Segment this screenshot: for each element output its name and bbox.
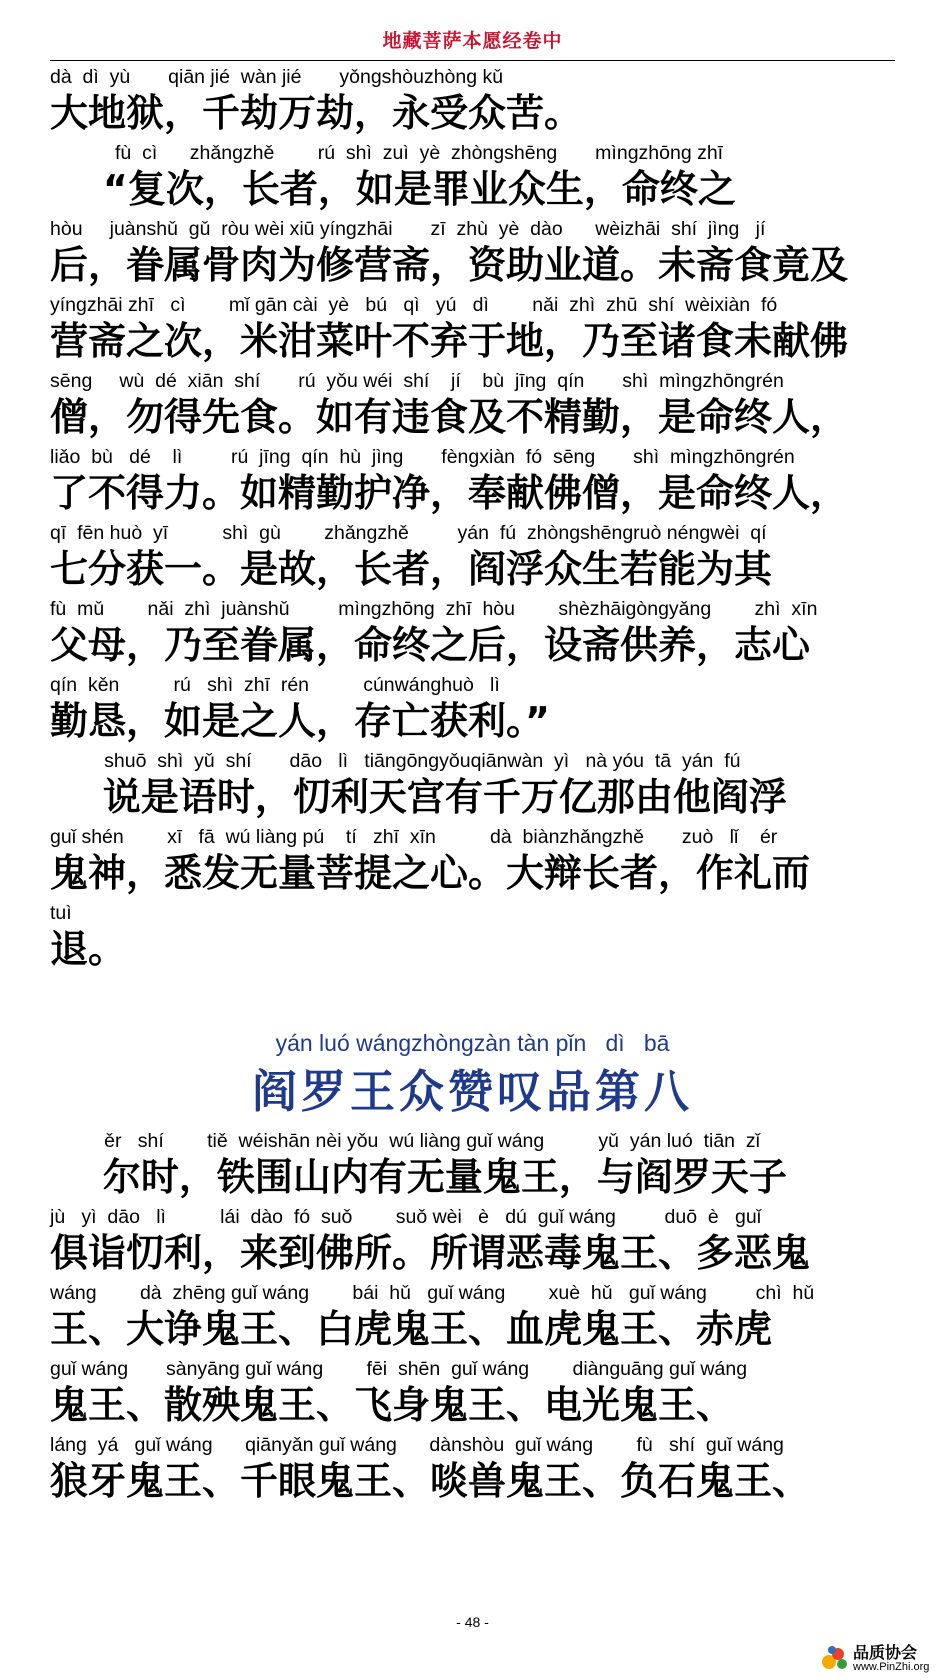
hanzi-text: 鬼神，悉发无量菩提之心。大辩长者，作礼而 [50, 851, 811, 895]
hanzi-text: 父母，乃至眷属，命终之后，设斋供养，志心 [50, 623, 811, 667]
hanzi-text: “复次，长者，如是罪业众生，命终之 [50, 167, 736, 211]
hanzi-text: 王、大诤鬼王、白虎鬼王、血虎鬼王、赤虎 [50, 1307, 773, 1351]
text-line [50, 1128, 895, 1210]
chapter-title: 阎罗王众赞叹品第八 [251, 1065, 693, 1118]
hanzi-text: 大地狱，千劫万劫，永受众苦。 [50, 91, 583, 135]
text-line [50, 64, 895, 146]
hanzi-text: 鬼王、散殃鬼王、飞身鬼王、电光鬼王、 [50, 1383, 735, 1427]
hanzi-text: 后，眷属骨肉为修营斋，资助业道。未斋食竟及 [50, 243, 849, 287]
pinyin-annotation: ěr shí tiě wéishān nèi yǒu wú liàng guǐ wáng yǔ yán luó tiān zǐ [50, 1130, 760, 1152]
pinyin-annotation: jù yì dāo lì lái dào fó suǒ suǒ wèi è dú guǐ wáng duō è guǐ [50, 1206, 762, 1228]
hanzi-text: 尔时，铁围山内有无量鬼王，与阎罗天子 [50, 1155, 787, 1199]
text-line [50, 824, 895, 906]
hanzi-text: 僧，勿得先食。如有违食及不精勤，是命终人， [50, 395, 849, 439]
pinyin-annotation: qín kěn rú shì zhī rén cúnwánghuò lì [50, 674, 500, 696]
running-header: 地藏菩萨本愿经卷中 [382, 30, 563, 52]
pinyin-annotation: fù mǔ nǎi zhì juànshǔ mìngzhōng zhī hòu shèzhāigòngyǎng zhì xīn [50, 598, 818, 620]
text-line [50, 748, 895, 830]
text-line [50, 1204, 895, 1286]
pinyin-annotation: yíngzhāi zhī cì mǐ gān cài yè bú qì yú dì nǎi zhì zhū shí wèixiàn fó [50, 294, 778, 316]
pinyin-annotation: sēng wù dé xiān shí rú yǒu wéi shí jí bù jīng qín shì mìngzhōngrén [50, 370, 784, 392]
text-line [50, 596, 895, 678]
header-divider [50, 60, 895, 61]
logo-url: www.PinZhi.org [853, 1661, 930, 1673]
text-line [50, 444, 895, 526]
pinyin-annotation: fù cì zhǎngzhě rú shì zuì yè zhòngshēng mìngzhōng zhī [50, 142, 724, 164]
pinyin-annotation: liǎo bù dé lì rú jīng qín hù jìng fèngxiàn fó sēng shì mìngzhōngrén [50, 446, 795, 468]
pinyin-annotation: guǐ wáng sànyāng guǐ wáng fēi shēn guǐ wáng diànguāng guǐ wáng [50, 1358, 748, 1380]
page-number: - 48 - [456, 1614, 489, 1630]
site-logo [820, 1640, 942, 1676]
hanzi-text: 狼牙鬼王、千眼鬼王、啖兽鬼王、负石鬼王、 [50, 1459, 811, 1503]
text-line [50, 1356, 895, 1438]
hanzi-text: 七分获一。是故，长者，阎浮众生若能为其 [50, 547, 773, 591]
hanzi-text: 营斋之次，米泔菜叶不弃于地，乃至诸食未献佛 [50, 319, 849, 363]
logo-name: 品质协会 [853, 1643, 918, 1662]
pinyin-annotation: wáng dà zhēng guǐ wáng bái hǔ guǐ wáng xuè hǔ guǐ wáng chì hǔ [50, 1282, 815, 1304]
pinyin-annotation: hòu juànshǔ gǔ ròu wèi xiū yíngzhāi zī zhù yè dào wèizhāi shí jìng jí [50, 218, 766, 240]
hanzi-text: 说是语时，忉利天宫有千万亿那由他阎浮 [50, 775, 787, 819]
pinyin-annotation: láng yá guǐ wáng qiānyǎn guǐ wáng dànshòu guǐ wáng fù shí guǐ wáng [50, 1434, 784, 1456]
text-line [50, 900, 895, 982]
text-line [50, 216, 895, 298]
pinyin-annotation: guǐ shén xī fā wú liàng pú tí zhī xīn dà biànzhǎngzhě zuò lǐ ér [50, 826, 778, 848]
text-line [50, 140, 895, 222]
chapter-title-pinyin: yán luó wángzhòngzàn tàn pǐn dì bā [275, 1030, 670, 1056]
hanzi-text: 勤恳，如是之人，存亡获利。” [50, 699, 550, 743]
text-line [50, 672, 895, 754]
pinyin-annotation: tuì [50, 902, 72, 924]
text-line [50, 368, 895, 450]
hanzi-text: 退。 [50, 927, 127, 971]
text-line [50, 1280, 895, 1362]
text-line [50, 520, 895, 602]
logo-icon [820, 1642, 850, 1672]
hanzi-text: 了不得力。如精勤护净，奉献佛僧，是命终人， [50, 471, 849, 515]
text-line [50, 1432, 895, 1514]
pinyin-annotation: qī fēn huò yī shì gù zhǎngzhě yán fú zhòngshēngruò néngwèi qí [50, 522, 767, 544]
pinyin-annotation: shuō shì yǔ shí dāo lì tiāngōngyǒuqiānwàn yì nà yóu tā yán fú [50, 750, 741, 772]
pinyin-annotation: dà dì yù qiān jié wàn jié yǒngshòuzhòng kǔ [50, 66, 504, 88]
hanzi-text: 俱诣忉利，来到佛所。所谓恶毒鬼王、多恶鬼 [50, 1231, 811, 1275]
text-line [50, 292, 895, 374]
